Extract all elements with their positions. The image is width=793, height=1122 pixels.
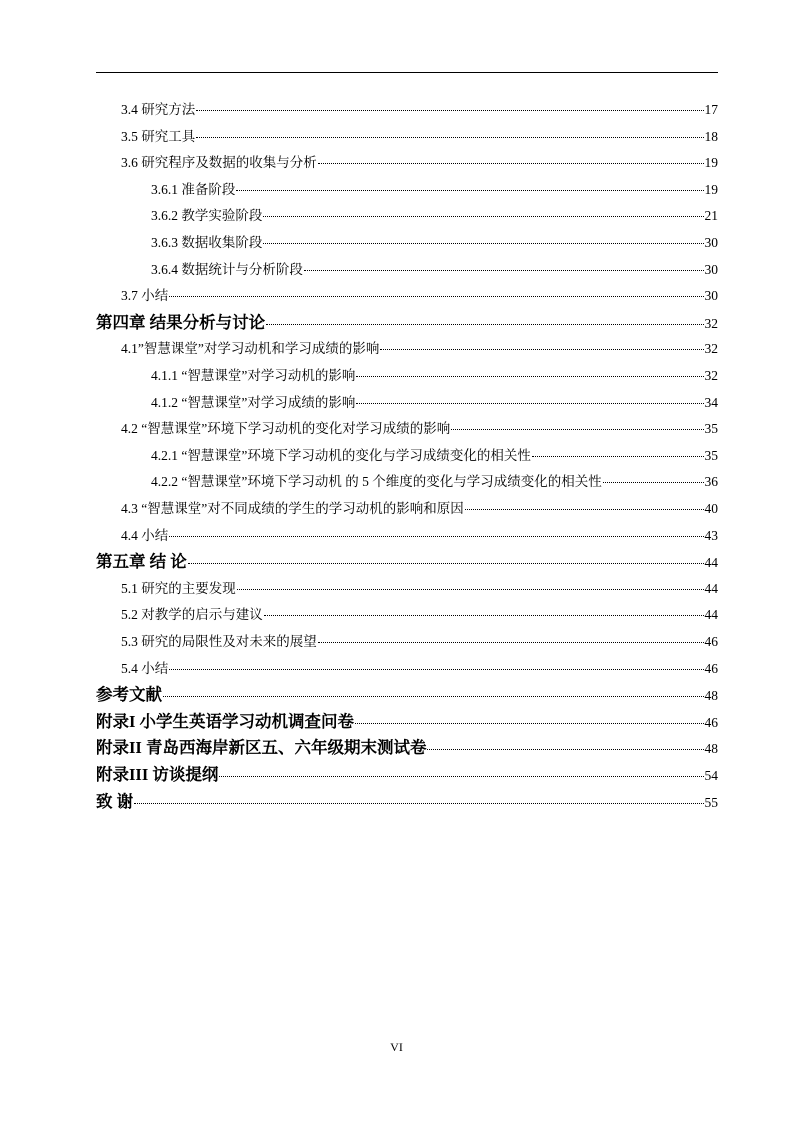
toc-entry-label: 3.6.4 数据统计与分析阶段: [151, 261, 303, 277]
dot-leader: [188, 563, 704, 564]
dot-leader: [196, 137, 703, 138]
dot-leader: [134, 803, 703, 804]
toc-entry-page: 44: [704, 580, 718, 596]
dot-leader: [169, 536, 703, 537]
toc-entry-label: 4.2.2 “智慧课堂”环境下学习动机 的 5 个维度的变化与学习成绩变化的相关性: [151, 474, 602, 490]
toc-entry[interactable]: [121, 127, 718, 147]
toc-entry-page: 32: [704, 341, 718, 357]
toc-entry-page: 46: [704, 660, 718, 676]
toc-chapter-entry[interactable]: [96, 738, 718, 759]
page-number: VI: [390, 1040, 403, 1054]
toc-entry-label: 4.3 “智慧课堂”对不同成绩的学生的学习动机的影响和原因: [121, 501, 464, 516]
toc-entry-label: 5.3 研究的局限性及对未来的展望: [121, 634, 317, 649]
dot-leader: [304, 270, 704, 271]
toc-entry-page: 40: [704, 501, 718, 516]
dot-leader: [532, 456, 704, 457]
dot-leader: [356, 376, 703, 377]
toc-entry[interactable]: [121, 286, 718, 306]
toc-chapter-entry[interactable]: [96, 313, 718, 334]
toc-entry-page: 32: [704, 368, 718, 383]
toc-entry-page: 30: [704, 261, 718, 277]
toc-entry-label: 4.1.2 “智慧课堂”对学习成绩的影响: [151, 394, 356, 410]
toc-entry[interactable]: [151, 393, 718, 413]
toc-entry[interactable]: [151, 206, 718, 226]
dot-leader: [356, 403, 703, 404]
dot-leader: [380, 349, 703, 350]
toc-entry-label: 3.6.1 准备阶段: [151, 181, 236, 197]
toc-entry-page: 18: [704, 128, 718, 144]
toc-entry[interactable]: [151, 472, 718, 492]
dot-leader: [236, 190, 703, 191]
dot-leader: [169, 669, 703, 670]
dot-leader: [264, 615, 704, 616]
toc-entry-label: 4.1.1 “智慧课堂”对学习动机的影响: [151, 368, 356, 383]
toc-entry-label: 3.6.2 教学实验阶段: [151, 208, 263, 224]
toc-entry-page: 17: [704, 102, 718, 117]
dot-leader: [427, 749, 703, 750]
toc-entry-label: 3.4 研究方法: [121, 102, 196, 117]
toc-entry[interactable]: [121, 339, 718, 359]
toc-chapter-entry[interactable]: [96, 685, 718, 706]
dot-leader: [263, 243, 703, 244]
dot-leader: [355, 723, 703, 724]
toc-entry[interactable]: [121, 499, 718, 519]
toc-entry-label: 附录II 青岛西海岸新区五、六年级期末测试卷: [96, 738, 427, 758]
dot-leader: [451, 429, 703, 430]
toc-entry[interactable]: [121, 632, 718, 652]
toc-entry-page: 48: [704, 688, 718, 704]
toc-entry-label: 附录III 访谈提纲: [96, 765, 219, 784]
dot-leader: [465, 509, 704, 510]
toc-entry-label: 5.1 研究的主要发现: [121, 580, 236, 596]
toc-entry-page: 34: [704, 394, 718, 410]
toc-entry[interactable]: [151, 180, 718, 200]
toc-entry-label: 第五章 结 论: [96, 552, 187, 572]
toc-entry-label: 致 谢: [96, 791, 134, 811]
toc-entry[interactable]: [121, 579, 718, 599]
toc-entry[interactable]: [151, 233, 718, 253]
dot-leader: [237, 589, 704, 590]
toc-entry-label: 3.7 小结: [121, 288, 169, 304]
toc-entry-page: 35: [704, 447, 718, 463]
dot-leader: [219, 776, 703, 777]
dot-leader: [266, 324, 703, 325]
toc-entry-page: 32: [704, 315, 718, 331]
toc-entry-label: 4.1”智慧课堂”对学习动机和学习成绩的影响: [121, 341, 380, 357]
toc-entry-label: 3.5 研究工具: [121, 128, 196, 144]
toc-entry-label: 3.6.3 数据收集阶段: [151, 235, 263, 250]
toc-entry[interactable]: [121, 526, 718, 546]
toc-entry-label: 5.2 对教学的启示与建议: [121, 607, 263, 623]
toc-entry-label: 4.2.1 “智慧课堂”环境下学习动机的变化与学习成绩变化的相关性: [151, 447, 531, 463]
toc-entry[interactable]: [121, 419, 718, 439]
dot-leader: [169, 296, 703, 297]
toc-chapter-entry[interactable]: [96, 552, 718, 573]
toc-chapter-entry[interactable]: [96, 792, 718, 813]
toc-entry-page: 19: [704, 155, 718, 171]
toc-entry-page: 36: [704, 474, 718, 490]
toc-entry-page: 30: [704, 235, 718, 250]
dot-leader: [263, 216, 703, 217]
toc-entry-label: 第四章 结果分析与讨论: [96, 312, 266, 332]
toc-entry-label: 4.4 小结: [121, 527, 169, 543]
toc-entry-page: 43: [704, 527, 718, 543]
toc-entry-label: 5.4 小结: [121, 660, 169, 676]
toc-chapter-entry[interactable]: [96, 712, 718, 733]
dot-leader: [318, 163, 704, 164]
toc-entry-page: 55: [704, 794, 718, 810]
dot-leader: [318, 642, 704, 643]
dot-leader: [163, 696, 704, 697]
toc-entry-page: 44: [704, 555, 718, 571]
toc-entry-page: 48: [704, 741, 718, 757]
toc-entry[interactable]: [151, 366, 718, 386]
toc-entry[interactable]: [151, 260, 718, 280]
dot-leader: [196, 110, 703, 111]
toc-entry[interactable]: [121, 605, 718, 625]
toc-entry-label: 附录I 小学生英语学习动机调查问卷: [96, 711, 355, 731]
toc-chapter-entry[interactable]: [96, 765, 718, 786]
toc-entry-page: 30: [704, 288, 718, 304]
toc-entry[interactable]: [121, 100, 718, 120]
toc-entry[interactable]: [151, 446, 718, 466]
dot-leader: [603, 482, 704, 483]
toc-entry-label: 4.2 “智慧课堂”环境下学习动机的变化对学习成绩的影响: [121, 421, 451, 437]
toc-entry-page: 46: [704, 714, 718, 730]
toc-entry-label: 参考文献: [96, 685, 162, 705]
toc-entry-page: 19: [704, 181, 718, 197]
toc-entry[interactable]: [121, 659, 718, 679]
toc-entry-page: 54: [704, 768, 718, 783]
toc-entry-page: 44: [704, 607, 718, 623]
toc-entry[interactable]: [121, 153, 718, 173]
toc-entry-page: 35: [704, 421, 718, 437]
toc-entry-page: 46: [704, 634, 718, 649]
toc-entry-page: 21: [704, 208, 718, 224]
toc-entry-label: 3.6 研究程序及数据的收集与分析: [121, 155, 317, 171]
